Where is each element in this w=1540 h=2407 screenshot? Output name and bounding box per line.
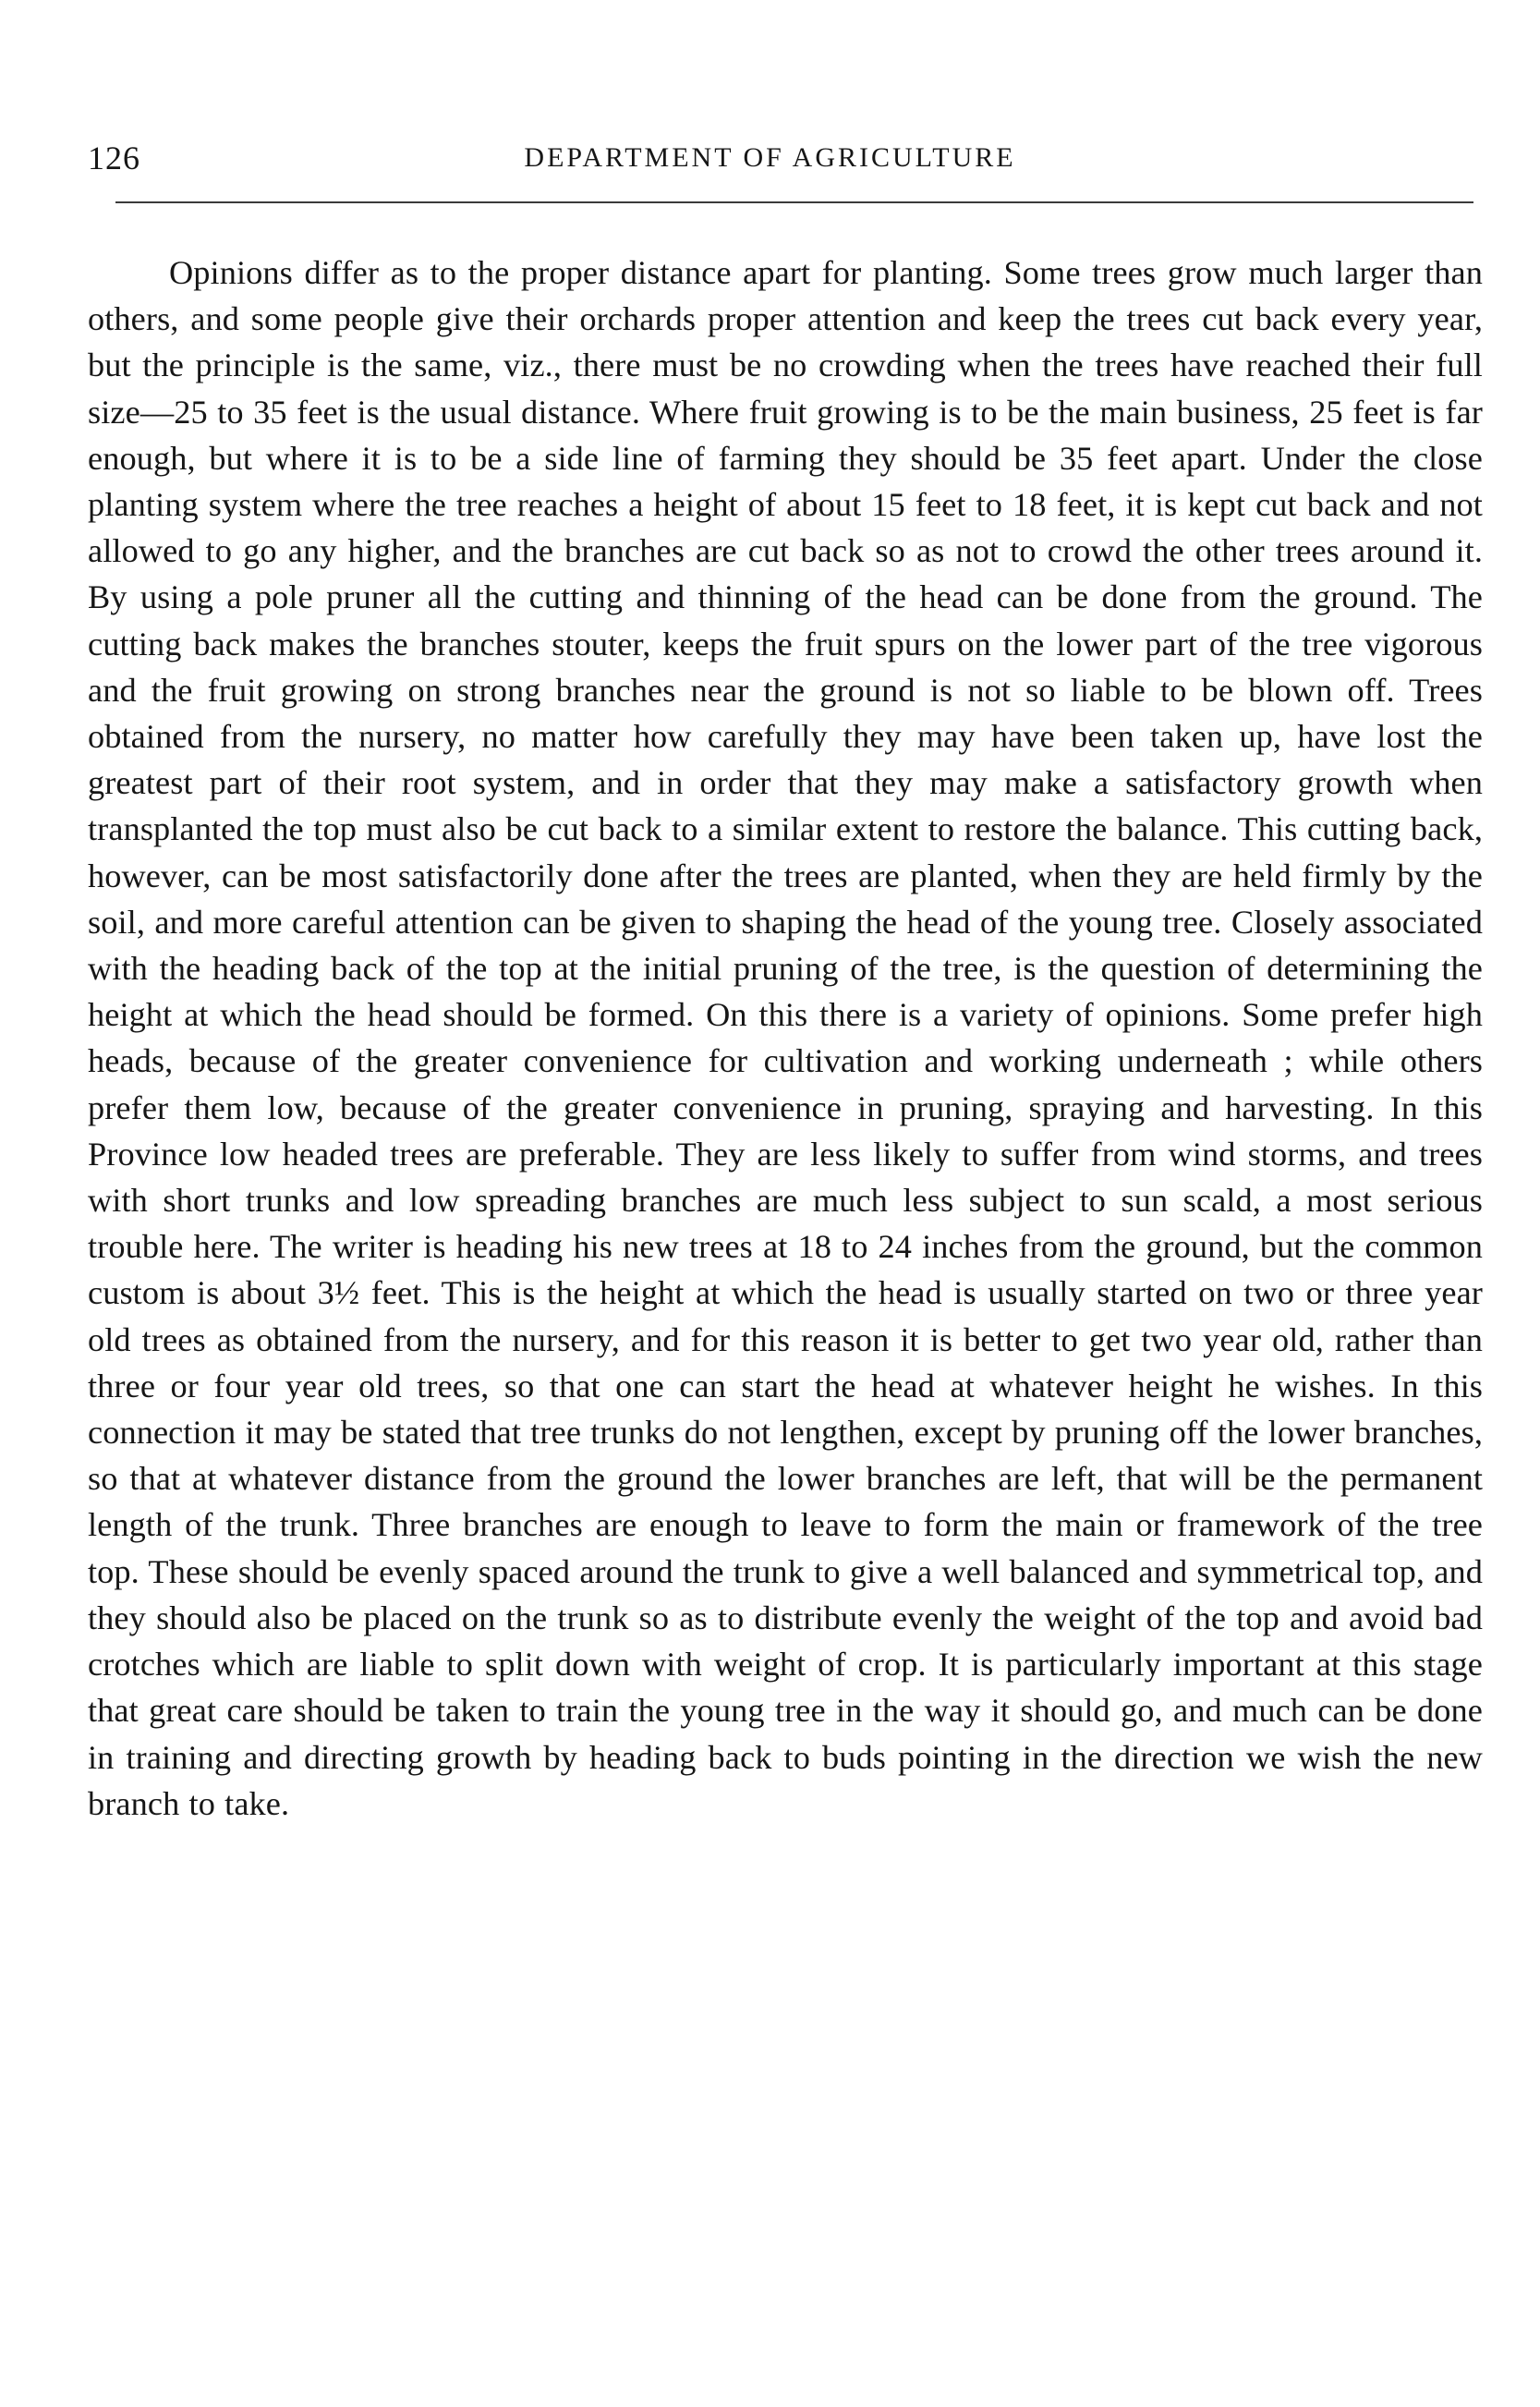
- page-number: 126: [88, 140, 140, 176]
- body-paragraph: Opinions differ as to the proper distance apart for planting. Some trees grow much larger than others, and some people give their orchards proper attention and keep the trees cut back every year, but the principle is the same, viz., there must be no crowding when the trees have reached their full size—25 to 35 feet is the usual distance. Where fruit growing is to be the main business, 25 feet is far enough, but where it is to be a side line of farming they should be 35 feet apart. Under the close planting system where the tree reaches a height of about 15 feet to 18 feet, it is kept cut back and not allowed to go any higher, and the branches are cut back so as not to crowd the other trees around it. By using a pole pruner all the cutting and thinning of the head can be done from the ground. The cutting back makes the branches stouter, keeps the fruit spurs on the lower part of the tree vigorous and the fruit growing on strong branches near the ground is not so liable to be blown off. Trees obtained from the nursery, no matter how carefully they may have been taken up, have lost the greatest part of their root system, and in order that they may make a satisfactory growth when transplanted the top must also be cut back to a similar extent to restore the balance. This cutting back, however, can be most satisfactorily done after the trees are planted, when they are held firmly by the soil, and more careful attention can be given to shaping the head of the young tree. Closely associated with the heading back of the top at the initial pruning of the tree, is the question of determining the height at which the head should be formed. On this there is a variety of opinions. Some prefer high heads, because of the greater convenience for cultivation and working underneath ; while others prefer them low, because of the greater convenience in pruning, spraying and harvesting. In this Province low headed trees are preferable. They are less likely to suffer from wind storms, and trees with short trunks and low spreading branches are much less subject to sun scald, a most serious trouble here. The writer is heading his new trees at 18 to 24 inches from the ground, but the common custom is about 3½ feet. This is the height at which the head is usually started on two or three year old trees as obtained from the nursery, and for this reason it is better to get two year old, rather than three or four year old trees, so that one can start the head at whatever height he wishes. In this connection it may be stated that tree trunks do not lengthen, except by pruning off the lower branches, so that at whatever distance from the ground the lower branches are left, that will be the permanent length of the trunk. Three branches are enough to leave to form the main or framework of the tree top. These should be evenly spaced around the trunk to give a well balanced and symmetrical top, and they should also be placed on the trunk so as to distribute evenly the weight of the top and avoid bad crotches which are liable to split down with weight of crop. It is particularly important at this stage that great care should be taken to train the young tree in the way it should go, and much can be done in training and directing growth by heading back to buds pointing in the direction we wish the new branch to take.: [88, 254, 1483, 1822]
- running-head: DEPARTMENT OF AGRICULTURE: [524, 142, 1016, 173]
- header-rule: [115, 201, 1473, 203]
